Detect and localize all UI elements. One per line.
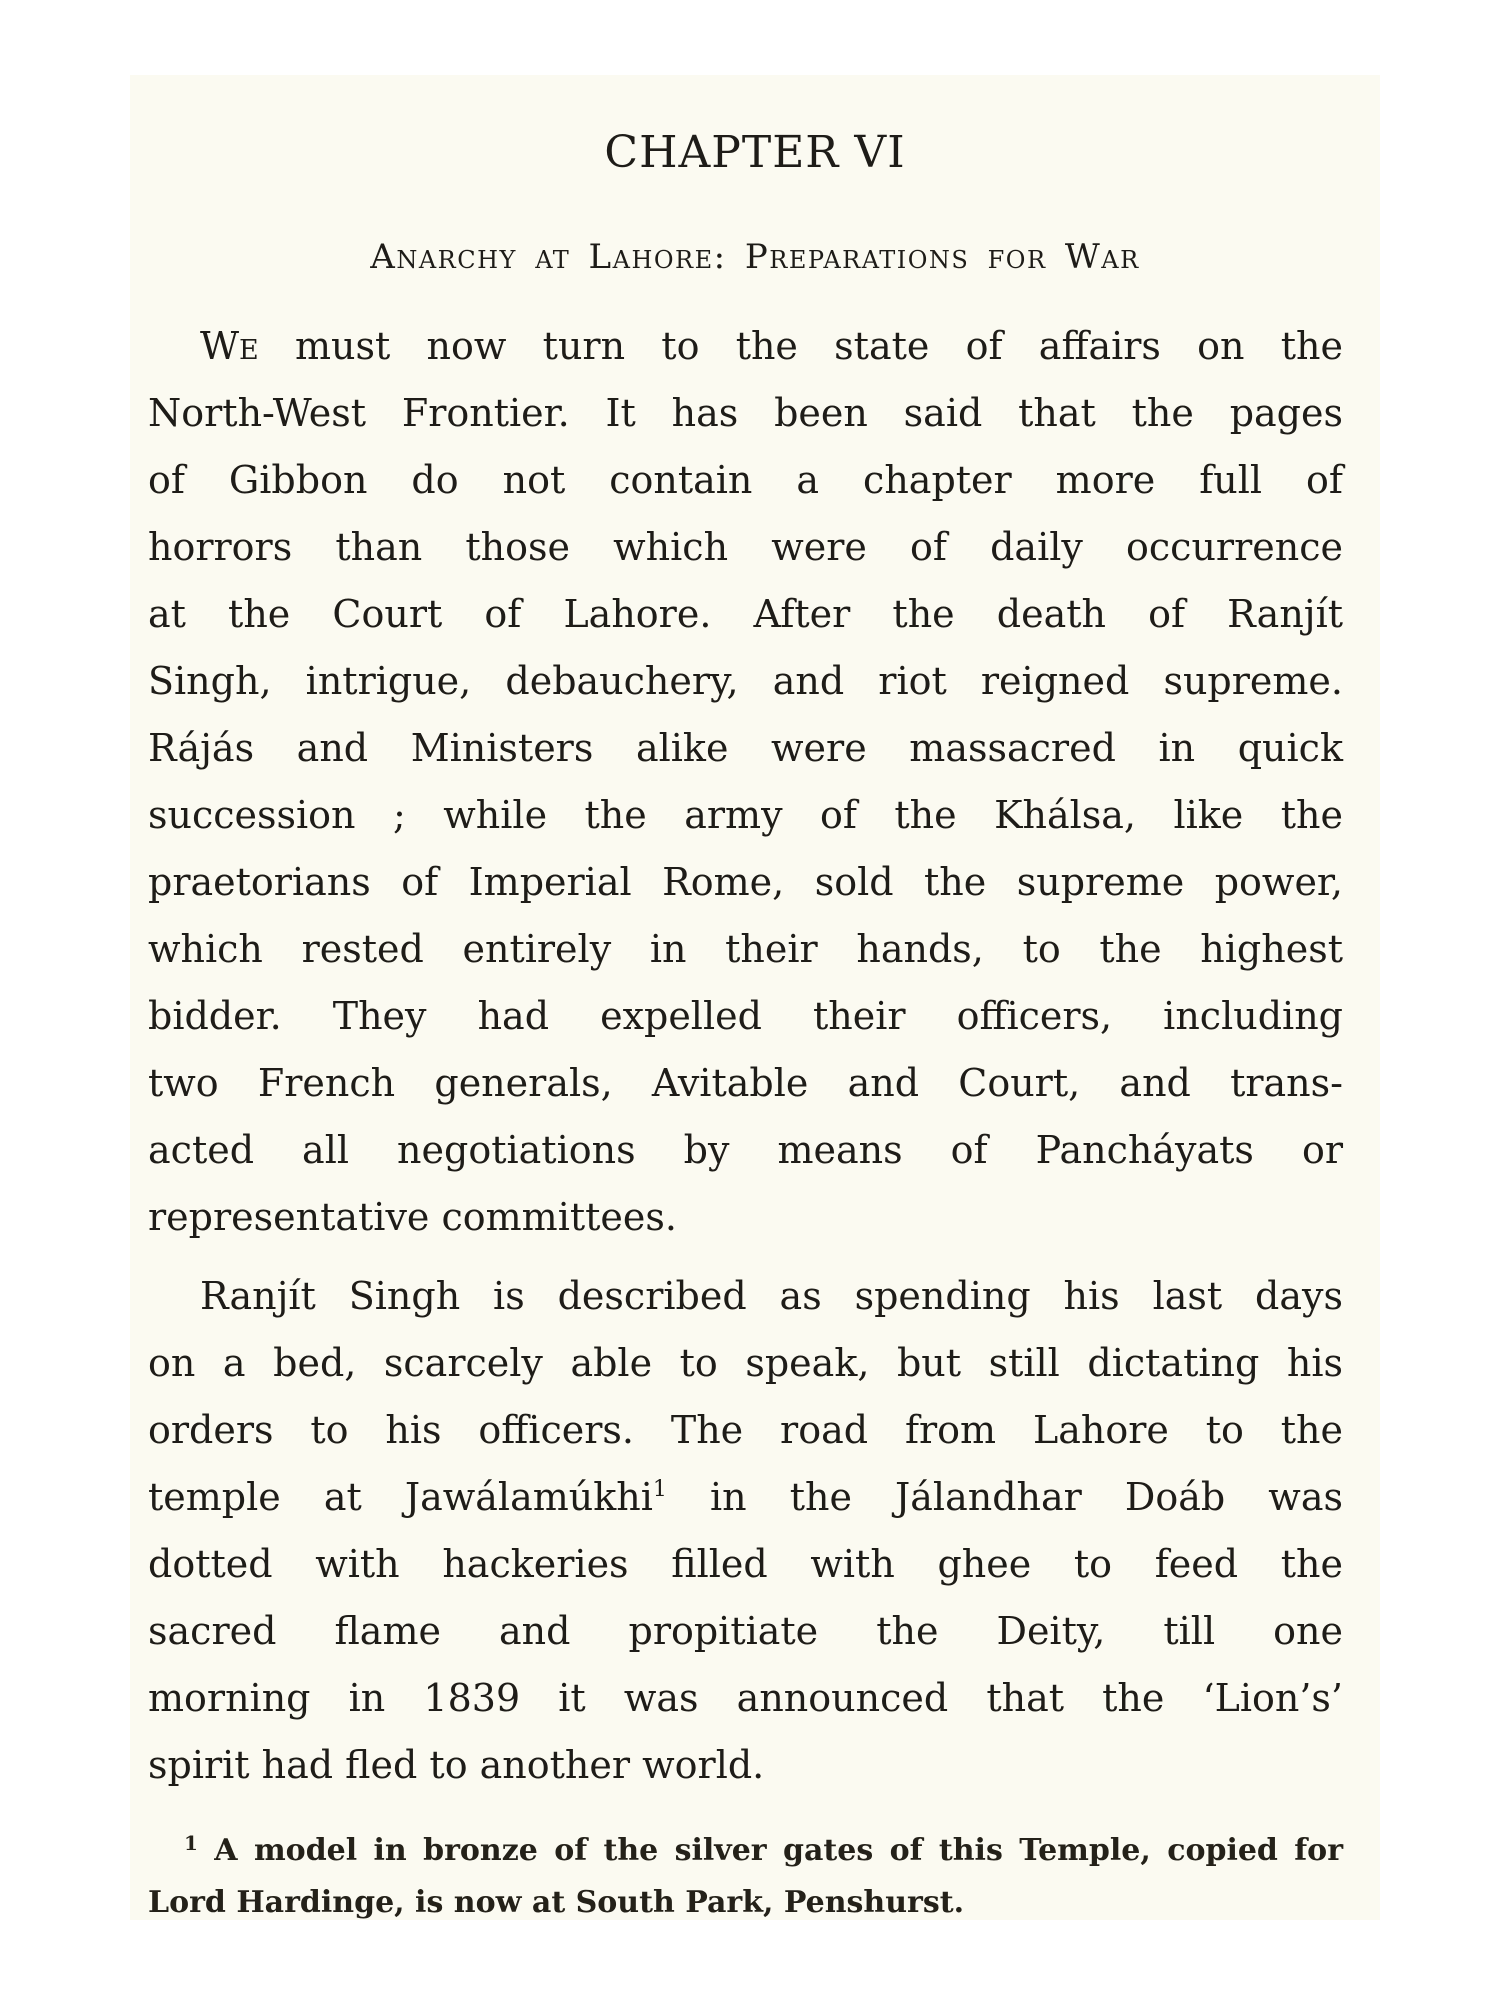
text-line: of Gibbon do not contain a chapter more full of — [148, 458, 1343, 502]
text-line: at the Court of Lahore. After the death of Ranjít — [148, 592, 1343, 636]
text-segment: in the Jálandhar Doáb was — [666, 1475, 1343, 1519]
text-line: orders to his officers. The road from Lahore to the — [148, 1408, 1343, 1452]
text-line: North-West Frontier. It has been said that the pages — [148, 391, 1343, 435]
text-line: spirit had fled to another world. — [148, 1743, 765, 1787]
text-line — [148, 1464, 1343, 1531]
paragraph-gap — [148, 1251, 1343, 1263]
footnote-line: Lord Hardinge, is now at South Park, Penshurst. — [148, 1885, 965, 1920]
text-line: morning in 1839 it was announced that the ‘Lion’s’ — [148, 1676, 1343, 1720]
text-line: dotted with hackeries filled with ghee to feed the — [148, 1542, 1343, 1586]
text-line: on a bed, scarcely able to speak, but still dictating his — [148, 1341, 1343, 1385]
text-line-rest: must now turn to the state of affairs on the — [258, 324, 1343, 368]
paragraph-2 — [148, 1263, 1343, 1799]
text-line: which rested entirely in their hands, to the highest — [148, 927, 1343, 971]
text-line: acted all negotiations by means of Pancháyats or — [148, 1128, 1343, 1172]
book-page — [130, 75, 1380, 1920]
text-line: praetorians of Imperial Rome, sold the supreme power, — [148, 860, 1343, 904]
text-line: Singh, intrigue, debauchery, and riot reigned supreme. — [148, 659, 1343, 703]
text-line: bidder. They had expelled their officers, including — [148, 994, 1343, 1038]
text-line: horrors than those which were of daily occurrence — [148, 525, 1343, 569]
text-line: Rájás and Ministers alike were massacred in quick — [148, 726, 1343, 770]
text-line: two French generals, Avitable and Court, and trans- — [148, 1061, 1343, 1105]
footnote — [148, 1825, 1343, 1929]
paragraph-1 — [148, 313, 1343, 1251]
footnote-line — [148, 1825, 1343, 1877]
body-text — [148, 313, 1343, 1799]
chapter-heading: CHAPTER VI — [604, 127, 906, 178]
text-line: sacred flame and propitiate the Deity, till one — [148, 1609, 1343, 1653]
footnote-reference: 1 — [652, 1477, 667, 1502]
text-line: Ranjít Singh is described as spending his last days — [200, 1274, 1343, 1318]
text-segment: temple at Jawálamúkhi — [148, 1475, 653, 1519]
chapter-subtitle: Anarchy at Lahore: Preparations for War — [370, 237, 1140, 277]
footnote-mark: 1 — [184, 1831, 198, 1855]
text-line: succession ; while the army of the Khálsa, like the — [148, 793, 1343, 837]
first-word: We — [200, 324, 259, 368]
text-line — [148, 313, 1343, 380]
footnote-text: A model in bronze of the silver gates of this Temple, copied for — [197, 1833, 1343, 1868]
text-line: representative committees. — [148, 1195, 677, 1239]
